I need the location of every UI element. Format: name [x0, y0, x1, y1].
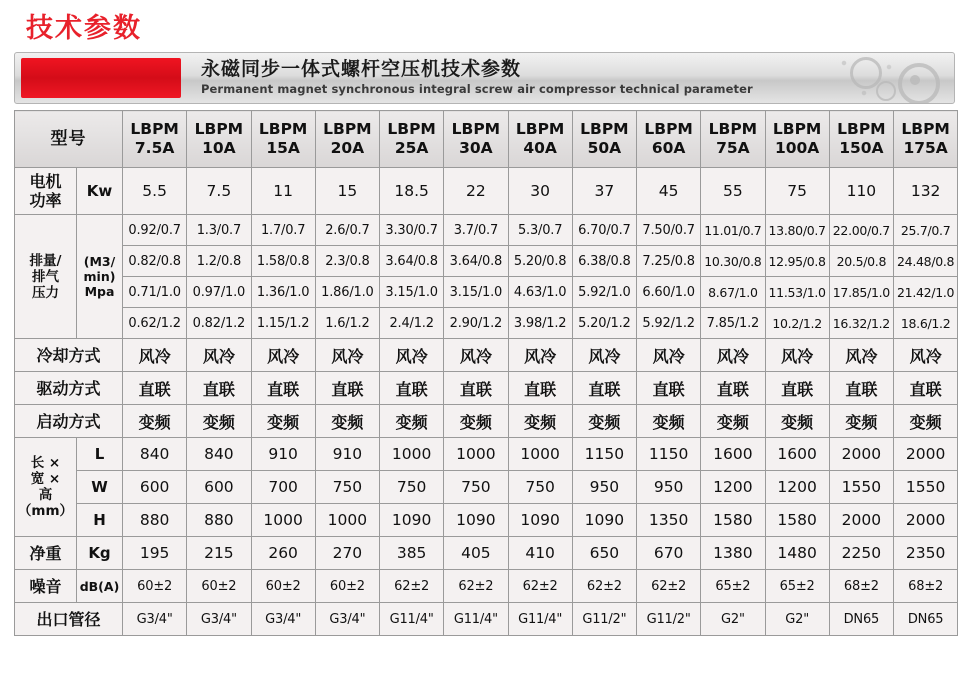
cell-disp2-6: 5.20/0.8 — [508, 246, 572, 277]
cell-power-12: 132 — [894, 168, 958, 215]
cell-len-10: 1600 — [765, 438, 829, 471]
table-row-displacement-4 — [15, 308, 958, 339]
cell-noise-6: 62±2 — [508, 570, 572, 603]
cell-wid-0: 600 — [123, 471, 187, 504]
header-model-label: 型号 — [15, 111, 123, 168]
cell-disp3-1: 0.97/1.0 — [187, 277, 251, 308]
cell-disp1-10: 13.80/0.7 — [765, 215, 829, 246]
cell-drive-3: 直联 — [315, 372, 379, 405]
table-row-noise — [15, 570, 958, 603]
cell-disp4-8: 5.92/1.2 — [637, 308, 701, 339]
cell-wid-8: 950 — [637, 471, 701, 504]
cell-len-1: 840 — [187, 438, 251, 471]
cell-wid-1: 600 — [187, 471, 251, 504]
header-model-10: LBPM 100A — [765, 111, 829, 168]
header-model-5: LBPM 30A — [444, 111, 508, 168]
cell-disp1-5: 3.7/0.7 — [444, 215, 508, 246]
cell-noise-1: 60±2 — [187, 570, 251, 603]
cell-drive-2: 直联 — [251, 372, 315, 405]
cell-disp2-9: 10.30/0.8 — [701, 246, 765, 277]
cell-wid-10: 1200 — [765, 471, 829, 504]
cell-noise-3: 60±2 — [315, 570, 379, 603]
cell-wid-2: 700 — [251, 471, 315, 504]
banner-title-cn: 永磁同步一体式螺杆空压机技术参数 — [201, 58, 522, 80]
cell-noise-12: 68±2 — [894, 570, 958, 603]
row-unit-width: W — [77, 471, 123, 504]
cell-wid-11: 1550 — [829, 471, 893, 504]
cell-weight-10: 1480 — [765, 537, 829, 570]
cell-disp4-6: 3.98/1.2 — [508, 308, 572, 339]
row-label-drive: 驱动方式 — [15, 372, 123, 405]
cell-startup-12: 变频 — [894, 405, 958, 438]
cell-hgt-8: 1350 — [637, 504, 701, 537]
cell-hgt-1: 880 — [187, 504, 251, 537]
row-unit-net-weight: Kg — [77, 537, 123, 570]
cell-noise-4: 62±2 — [380, 570, 444, 603]
cell-cooling-0: 风冷 — [123, 339, 187, 372]
cell-drive-9: 直联 — [701, 372, 765, 405]
page-title: 技术参数 — [26, 13, 142, 44]
cell-weight-8: 670 — [637, 537, 701, 570]
table-row-dimension-h — [15, 504, 958, 537]
cell-disp4-11: 16.32/1.2 — [829, 308, 893, 339]
cell-disp2-2: 1.58/0.8 — [251, 246, 315, 277]
header-model-2: LBPM 15A — [251, 111, 315, 168]
cell-len-6: 1000 — [508, 438, 572, 471]
banner — [14, 52, 955, 104]
cell-outlet-4: G11/4" — [380, 603, 444, 636]
cell-hgt-12: 2000 — [894, 504, 958, 537]
cell-len-9: 1600 — [701, 438, 765, 471]
cell-outlet-9: G2" — [701, 603, 765, 636]
cell-disp3-7: 5.92/1.0 — [572, 277, 636, 308]
row-unit-motor-power: Kw — [77, 168, 123, 215]
row-unit-height: H — [77, 504, 123, 537]
cell-outlet-12: DN65 — [894, 603, 958, 636]
cell-wid-12: 1550 — [894, 471, 958, 504]
header-model-1: LBPM 10A — [187, 111, 251, 168]
cell-disp2-10: 12.95/0.8 — [765, 246, 829, 277]
table-row-startup — [15, 405, 958, 438]
row-label-net-weight: 净重 — [15, 537, 77, 570]
cell-disp2-0: 0.82/0.8 — [123, 246, 187, 277]
cell-disp4-3: 1.6/1.2 — [315, 308, 379, 339]
gear-small-icon — [876, 81, 896, 101]
table-row-cooling — [15, 339, 958, 372]
cell-len-4: 1000 — [380, 438, 444, 471]
table-row-displacement-2 — [15, 246, 958, 277]
header-model-7: LBPM 50A — [572, 111, 636, 168]
cell-wid-6: 750 — [508, 471, 572, 504]
cell-disp2-8: 7.25/0.8 — [637, 246, 701, 277]
cell-power-5: 22 — [444, 168, 508, 215]
cell-hgt-7: 1090 — [572, 504, 636, 537]
cell-power-8: 45 — [637, 168, 701, 215]
cell-power-1: 7.5 — [187, 168, 251, 215]
cell-disp3-11: 17.85/1.0 — [829, 277, 893, 308]
cell-noise-9: 65±2 — [701, 570, 765, 603]
table-row-dimension-w — [15, 471, 958, 504]
cell-disp4-0: 0.62/1.2 — [123, 308, 187, 339]
cell-disp2-7: 6.38/0.8 — [572, 246, 636, 277]
cell-disp2-12: 24.48/0.8 — [894, 246, 958, 277]
cell-len-8: 1150 — [637, 438, 701, 471]
cell-power-0: 5.5 — [123, 168, 187, 215]
cell-cooling-1: 风冷 — [187, 339, 251, 372]
cell-disp4-9: 7.85/1.2 — [701, 308, 765, 339]
banner-title-en: Permanent magnet synchronous integral screw air compressor technical parameter — [201, 82, 753, 96]
header-model-9: LBPM 75A — [701, 111, 765, 168]
cell-hgt-9: 1580 — [701, 504, 765, 537]
cell-cooling-11: 风冷 — [829, 339, 893, 372]
cell-disp1-4: 3.30/0.7 — [380, 215, 444, 246]
cell-weight-9: 1380 — [701, 537, 765, 570]
cell-startup-3: 变频 — [315, 405, 379, 438]
table-row-drive — [15, 372, 958, 405]
cell-hgt-4: 1090 — [380, 504, 444, 537]
cell-power-6: 30 — [508, 168, 572, 215]
cell-cooling-5: 风冷 — [444, 339, 508, 372]
cell-power-4: 18.5 — [380, 168, 444, 215]
cell-outlet-10: G2" — [765, 603, 829, 636]
cell-len-3: 910 — [315, 438, 379, 471]
cell-cooling-6: 风冷 — [508, 339, 572, 372]
row-label-noise: 噪音 — [15, 570, 77, 603]
cell-outlet-7: G11/2" — [572, 603, 636, 636]
cell-power-3: 15 — [315, 168, 379, 215]
cell-weight-7: 650 — [572, 537, 636, 570]
cell-outlet-5: G11/4" — [444, 603, 508, 636]
cell-disp3-5: 3.15/1.0 — [444, 277, 508, 308]
cell-noise-0: 60±2 — [123, 570, 187, 603]
cell-disp1-3: 2.6/0.7 — [315, 215, 379, 246]
cell-len-5: 1000 — [444, 438, 508, 471]
cell-hgt-5: 1090 — [444, 504, 508, 537]
cell-hgt-3: 1000 — [315, 504, 379, 537]
cell-disp1-8: 7.50/0.7 — [637, 215, 701, 246]
row-label-displacement: 排量/ 排气 压力 — [15, 215, 77, 339]
header-model-6: LBPM 40A — [508, 111, 572, 168]
cell-weight-1: 215 — [187, 537, 251, 570]
header-model-11: LBPM 150A — [829, 111, 893, 168]
cell-weight-4: 385 — [380, 537, 444, 570]
banner-text — [201, 57, 753, 97]
cell-noise-10: 65±2 — [765, 570, 829, 603]
cell-startup-1: 变频 — [187, 405, 251, 438]
table-row-dimension-l — [15, 438, 958, 471]
cell-weight-3: 270 — [315, 537, 379, 570]
header-model-4: LBPM 25A — [380, 111, 444, 168]
cell-disp4-10: 10.2/1.2 — [765, 308, 829, 339]
cell-outlet-2: G3/4" — [251, 603, 315, 636]
cell-startup-6: 变频 — [508, 405, 572, 438]
cell-disp2-3: 2.3/0.8 — [315, 246, 379, 277]
cell-len-2: 910 — [251, 438, 315, 471]
cell-power-11: 110 — [829, 168, 893, 215]
cell-disp1-2: 1.7/0.7 — [251, 215, 315, 246]
cell-disp1-11: 22.00/0.7 — [829, 215, 893, 246]
cell-cooling-10: 风冷 — [765, 339, 829, 372]
cell-disp4-2: 1.15/1.2 — [251, 308, 315, 339]
cell-len-0: 840 — [123, 438, 187, 471]
cell-wid-3: 750 — [315, 471, 379, 504]
cell-disp4-1: 0.82/1.2 — [187, 308, 251, 339]
cell-noise-7: 62±2 — [572, 570, 636, 603]
cell-disp4-5: 2.90/1.2 — [444, 308, 508, 339]
cell-noise-2: 60±2 — [251, 570, 315, 603]
cell-disp2-4: 3.64/0.8 — [380, 246, 444, 277]
cell-disp4-7: 5.20/1.2 — [572, 308, 636, 339]
cell-hgt-11: 2000 — [829, 504, 893, 537]
cell-drive-11: 直联 — [829, 372, 893, 405]
cell-disp1-9: 11.01/0.7 — [701, 215, 765, 246]
cell-weight-5: 405 — [444, 537, 508, 570]
cell-disp1-12: 25.7/0.7 — [894, 215, 958, 246]
cell-disp3-0: 0.71/1.0 — [123, 277, 187, 308]
banner-logo-block — [21, 58, 181, 98]
cell-weight-2: 260 — [251, 537, 315, 570]
cell-noise-5: 62±2 — [444, 570, 508, 603]
cell-disp4-4: 2.4/1.2 — [380, 308, 444, 339]
cell-disp2-1: 1.2/0.8 — [187, 246, 251, 277]
cell-disp3-4: 3.15/1.0 — [380, 277, 444, 308]
cell-drive-1: 直联 — [187, 372, 251, 405]
cell-startup-8: 变频 — [637, 405, 701, 438]
cell-outlet-11: DN65 — [829, 603, 893, 636]
table-row-net-weight — [15, 537, 958, 570]
cell-cooling-9: 风冷 — [701, 339, 765, 372]
row-unit-displacement: (M3/ min) Mpa — [77, 215, 123, 339]
cell-weight-11: 2250 — [829, 537, 893, 570]
cell-startup-9: 变频 — [701, 405, 765, 438]
cell-wid-4: 750 — [380, 471, 444, 504]
table-row-outlet-diameter — [15, 603, 958, 636]
cell-power-2: 11 — [251, 168, 315, 215]
cell-drive-10: 直联 — [765, 372, 829, 405]
cell-len-11: 2000 — [829, 438, 893, 471]
header-model-3: LBPM 20A — [315, 111, 379, 168]
cell-startup-0: 变频 — [123, 405, 187, 438]
header-model-0: LBPM 7.5A — [123, 111, 187, 168]
cell-hgt-6: 1090 — [508, 504, 572, 537]
cell-disp1-6: 5.3/0.7 — [508, 215, 572, 246]
cell-drive-0: 直联 — [123, 372, 187, 405]
cell-noise-8: 62±2 — [637, 570, 701, 603]
cell-outlet-1: G3/4" — [187, 603, 251, 636]
table-header-row — [15, 111, 958, 168]
cell-disp2-5: 3.64/0.8 — [444, 246, 508, 277]
cell-weight-12: 2350 — [894, 537, 958, 570]
cell-cooling-12: 风冷 — [894, 339, 958, 372]
table-row-displacement-1 — [15, 215, 958, 246]
cell-cooling-8: 风冷 — [637, 339, 701, 372]
cell-drive-4: 直联 — [380, 372, 444, 405]
cell-disp3-3: 1.86/1.0 — [315, 277, 379, 308]
row-label-motor-power: 电机 功率 — [15, 168, 77, 215]
cell-power-9: 55 — [701, 168, 765, 215]
cell-disp1-1: 1.3/0.7 — [187, 215, 251, 246]
cell-hgt-2: 1000 — [251, 504, 315, 537]
cell-disp3-9: 8.67/1.0 — [701, 277, 765, 308]
cell-cooling-4: 风冷 — [380, 339, 444, 372]
cell-startup-4: 变频 — [380, 405, 444, 438]
row-unit-length: L — [77, 438, 123, 471]
cell-cooling-7: 风冷 — [572, 339, 636, 372]
row-unit-noise: dB(A) — [77, 570, 123, 603]
cell-disp1-7: 6.70/0.7 — [572, 215, 636, 246]
cell-wid-5: 750 — [444, 471, 508, 504]
cell-drive-5: 直联 — [444, 372, 508, 405]
row-label-outlet-diameter: 出口管径 — [15, 603, 123, 636]
cell-len-12: 2000 — [894, 438, 958, 471]
gear-large-icon — [898, 63, 940, 104]
cell-outlet-3: G3/4" — [315, 603, 379, 636]
cell-cooling-3: 风冷 — [315, 339, 379, 372]
cell-power-7: 37 — [572, 168, 636, 215]
cell-disp3-6: 4.63/1.0 — [508, 277, 572, 308]
cell-outlet-6: G11/4" — [508, 603, 572, 636]
cell-drive-8: 直联 — [637, 372, 701, 405]
cell-startup-11: 变频 — [829, 405, 893, 438]
cell-drive-12: 直联 — [894, 372, 958, 405]
cell-startup-10: 变频 — [765, 405, 829, 438]
cell-disp3-2: 1.36/1.0 — [251, 277, 315, 308]
cell-outlet-8: G11/2" — [637, 603, 701, 636]
cell-disp3-12: 21.42/1.0 — [894, 277, 958, 308]
specification-table — [14, 110, 958, 636]
table-row-motor-power — [15, 168, 958, 215]
cell-noise-11: 68±2 — [829, 570, 893, 603]
row-label-dimensions: 长 × 宽 × 高 （mm） — [15, 438, 77, 537]
cell-weight-6: 410 — [508, 537, 572, 570]
cell-disp2-11: 20.5/0.8 — [829, 246, 893, 277]
header-model-8: LBPM 60A — [637, 111, 701, 168]
cell-weight-0: 195 — [123, 537, 187, 570]
cell-power-10: 75 — [765, 168, 829, 215]
cell-wid-7: 950 — [572, 471, 636, 504]
cell-hgt-10: 1580 — [765, 504, 829, 537]
cell-disp3-10: 11.53/1.0 — [765, 277, 829, 308]
cell-disp4-12: 18.6/1.2 — [894, 308, 958, 339]
cell-startup-2: 变频 — [251, 405, 315, 438]
cell-drive-7: 直联 — [572, 372, 636, 405]
cell-outlet-0: G3/4" — [123, 603, 187, 636]
table-row-displacement-3 — [15, 277, 958, 308]
cell-cooling-2: 风冷 — [251, 339, 315, 372]
cell-len-7: 1150 — [572, 438, 636, 471]
row-label-cooling: 冷却方式 — [15, 339, 123, 372]
header-model-12: LBPM 175A — [894, 111, 958, 168]
cell-disp1-0: 0.92/0.7 — [123, 215, 187, 246]
cell-startup-7: 变频 — [572, 405, 636, 438]
cell-startup-5: 变频 — [444, 405, 508, 438]
cell-disp3-8: 6.60/1.0 — [637, 277, 701, 308]
row-label-startup: 启动方式 — [15, 405, 123, 438]
cell-wid-9: 1200 — [701, 471, 765, 504]
cell-hgt-0: 880 — [123, 504, 187, 537]
cell-drive-6: 直联 — [508, 372, 572, 405]
